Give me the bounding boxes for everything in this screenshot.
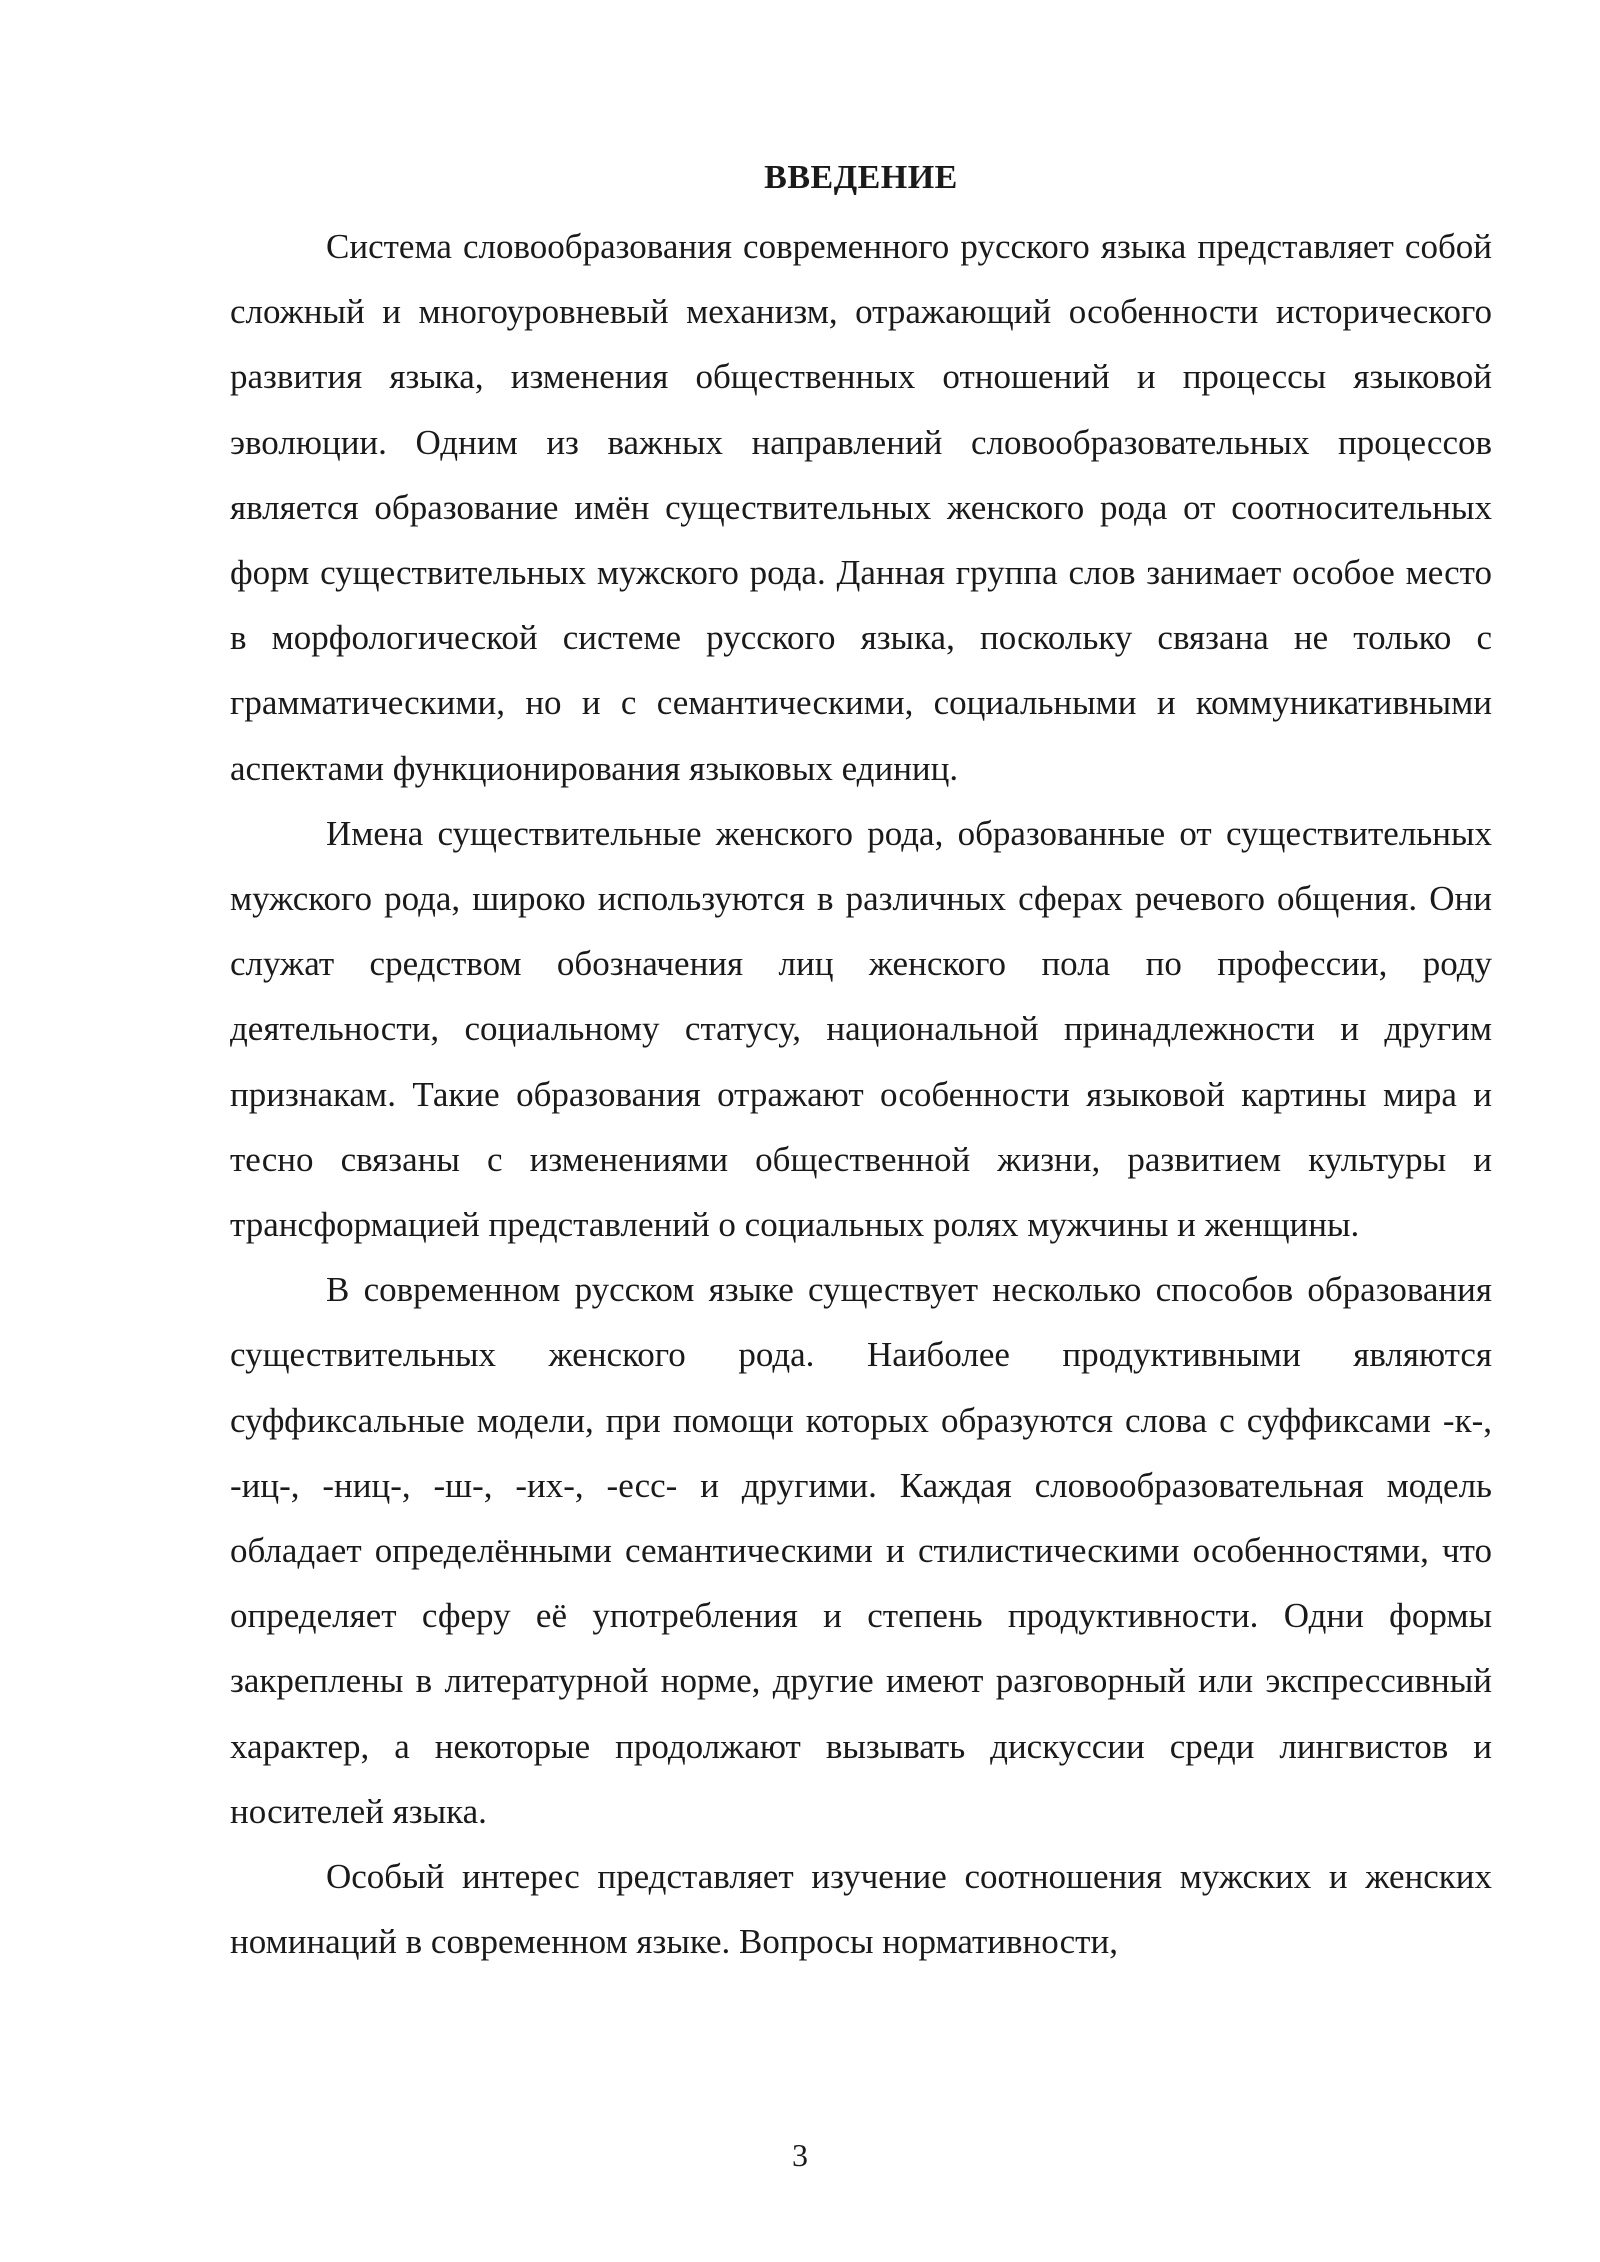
paragraph-2: Имена существительные женского рода, образованные от существительных мужского рода, широко используются в различных сферах речевого общения. Они служат средством обозначения лиц женского пола по профессии, роду деятельности, социальному статусу, национальной принадлежности и другим признакам. Такие образования отражают особенности языковой картины мира и тесно связаны с изменениями общественной жизни, развитием культуры и трансформацией представлений о социальных ролях мужчины и женщины. <box>230 813 1492 1245</box>
page-number: 3 <box>792 2137 808 2173</box>
paragraph-3: В современном русском языке существует несколько способов образования существительных женского рода. Наиболее продуктивными являются суффиксальные модели, при помощи которых образуются слова с суффиксами -к-, -иц-, -ниц-, -ш-, -их-, -есс- и другими. Каждая словообразовательная модель обладает определёнными семантическими и стилистическими особенностями, что определяет сферу её употребления и степень продуктивности. Одни формы закреплены в литературной норме, другие имеют разговорный или экспрессивный характер, а некоторые продолжают вызывать дискуссии среди лингвистов и носителей языка. <box>230 1270 1492 1831</box>
paragraph-4: Особый интерес представляет изучение соотношения мужских и женских номинаций в современном языке. Вопросы нормативности, <box>230 1857 1492 1962</box>
page-content <box>230 148 1492 1974</box>
section-heading: ВВЕДЕНИЕ <box>764 159 958 196</box>
paragraph-1: Система словообразования современного русского языка представляет собой сложный и многоуровневый механизм, отражающий особенности исторического развития языка, изменения общественных отношений и процессы языковой эволюции. Одним из важных направлений словообразовательных процессов является образование имён существительных женского рода от соотносительных форм существительных мужского рода. Данная группа слов занимает особое место в морфологической системе русского языка, поскольку связана не только с грамматическими, но и с семантическими, социальными и коммуникативными аспектами функционирования языковых единиц. <box>230 227 1492 788</box>
